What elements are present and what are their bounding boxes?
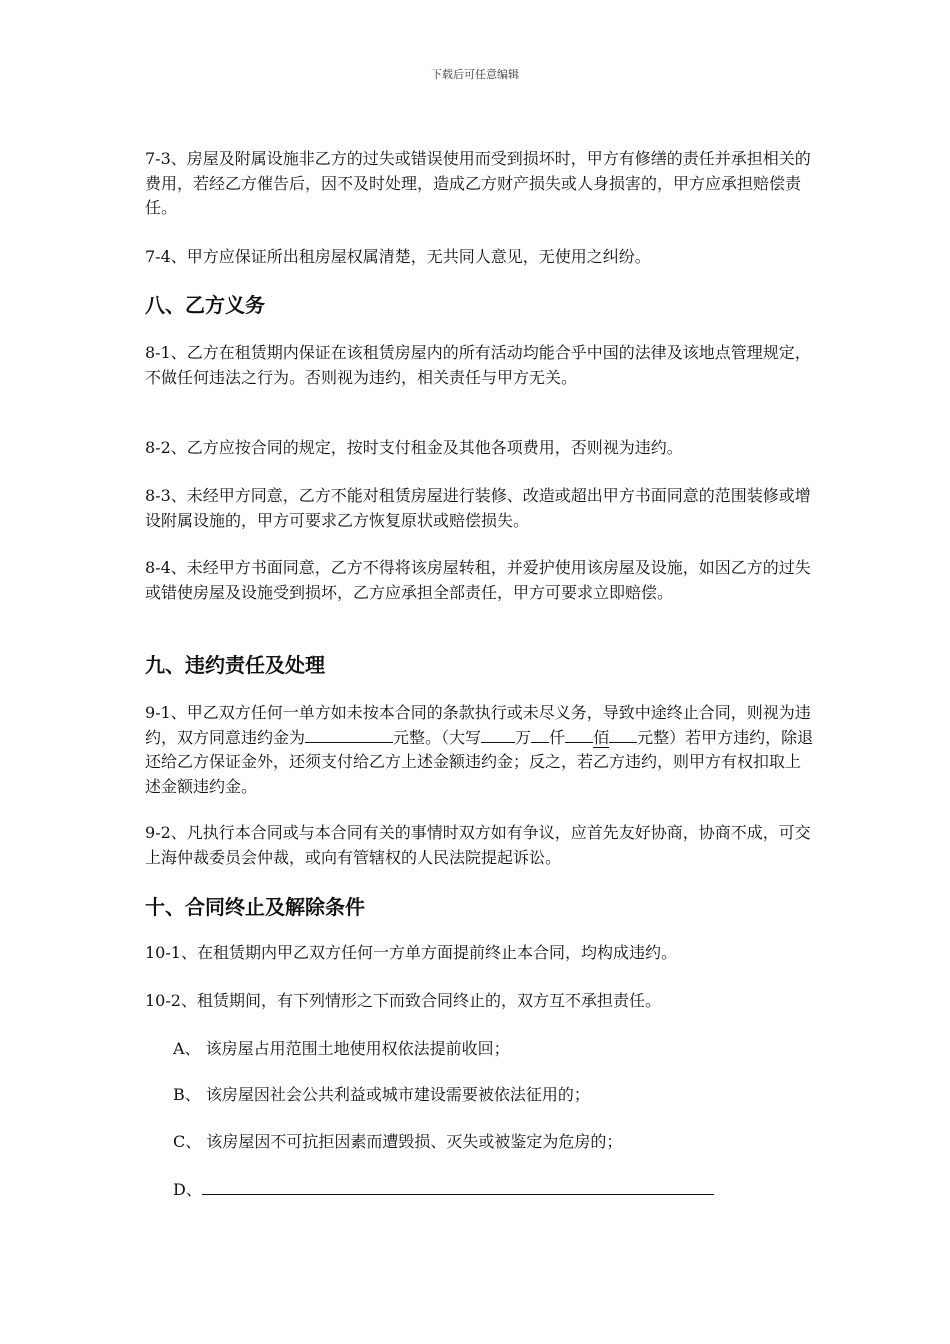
penalty-wan-blank[interactable] — [481, 726, 515, 743]
clause-7-3: 7-3、房屋及附属设施非乙方的过失或错误使用而受到损坏时，甲方有修缮的责任并承担相关的费用，若经乙方催告后，因不及时处理，造成乙方财产损失或人身损害的，甲方应承担赔偿责任。 — [145, 149, 811, 217]
penalty-qian-blank[interactable] — [531, 726, 549, 743]
list-item-a: A、 该房屋占用范围土地使用权依法提前收回； — [173, 1039, 510, 1058]
list-item-b: B、 该房屋因社会公共利益或城市建设需要被依法征用的； — [173, 1085, 590, 1104]
list-item-c: C、 该房屋因不可抗拒因素而遭毁损、灭失或被鉴定为危房的； — [173, 1132, 623, 1151]
clause-9-1-text: 万 — [515, 727, 532, 747]
clause-9-1-text: 佰 — [593, 727, 610, 747]
clause-8-4: 8-4、未经甲方书面同意，乙方不得将该房屋转租，并爱护使用该房屋及设施，如因乙方的过失或错使房屋及设施受到损坏，乙方应承担全部责任，甲方可要求立即赔偿。 — [145, 558, 811, 602]
clause-10-1: 10-1、在租赁期内甲乙双方任何一方单方面提前终止本合同，均构成违约。 — [145, 943, 677, 962]
page-header-note: 下载后可任意编辑 — [431, 68, 519, 81]
clause-10-2: 10-2、租赁期间，有下列情形之下而致合同终止的，双方互不承担责任。 — [145, 991, 661, 1010]
penalty-amount-blank[interactable] — [305, 726, 393, 743]
clause-9-1-text: 元整。（大写 — [393, 727, 482, 747]
section-8-heading: 八、乙方义务 — [145, 293, 265, 317]
clause-8-2: 8-2、乙方应按合同的规定，按时支付租金及其他各项费用，否则视为违约。 — [145, 438, 683, 457]
list-item-d — [173, 1178, 714, 1201]
list-item-d-label: D、 — [173, 1180, 202, 1199]
section-10-heading: 十、合同终止及解除条件 — [145, 895, 365, 919]
penalty-bai-blank[interactable] — [565, 726, 593, 743]
clause-9-2: 9-2、凡执行本合同或与本合同有关的事情时双方如有争议，应首先友好协商，协商不成，可交上海仲裁委员会仲裁，或向有管辖权的人民法院提起诉讼。 — [145, 823, 811, 867]
clause-9-1-text: 9-1、甲乙双方任何一单方如未按本合同的条款执行或未尽义务，导致中途终止合同，则视为违约，双方同意违约金为 — [145, 703, 811, 747]
section-9-heading: 九、违约责任及处理 — [145, 653, 325, 677]
clause-8-1: 8-1、乙方在租赁期内保证在该租赁房屋内的所有活动均能合乎中国的法律及该地点管理规定，不做任何违法之行为。否则视为违约，相关责任与甲方无关。 — [145, 343, 811, 387]
clause-9-1-text: 元整）若甲方违约，除退还给乙方保证金外，还须支付给乙方上述金额违约金；反之，若乙方违约，则甲方有权扣取上述金额违约金。 — [145, 727, 814, 796]
clause-9-1-text: 仟 — [549, 727, 566, 747]
item-d-blank[interactable] — [202, 1178, 714, 1195]
clause-7-4: 7-4、甲方应保证所出租房屋权属清楚，无共同人意见，无使用之纠纷。 — [145, 247, 651, 266]
penalty-yuan-blank[interactable] — [609, 726, 637, 743]
clause-9-1 — [145, 701, 815, 799]
clause-8-3: 8-3、未经甲方同意，乙方不能对租赁房屋进行装修、改造或超出甲方书面同意的范围装修或增设附属设施的，甲方可要求乙方恢复原状或赔偿损失。 — [145, 486, 811, 530]
